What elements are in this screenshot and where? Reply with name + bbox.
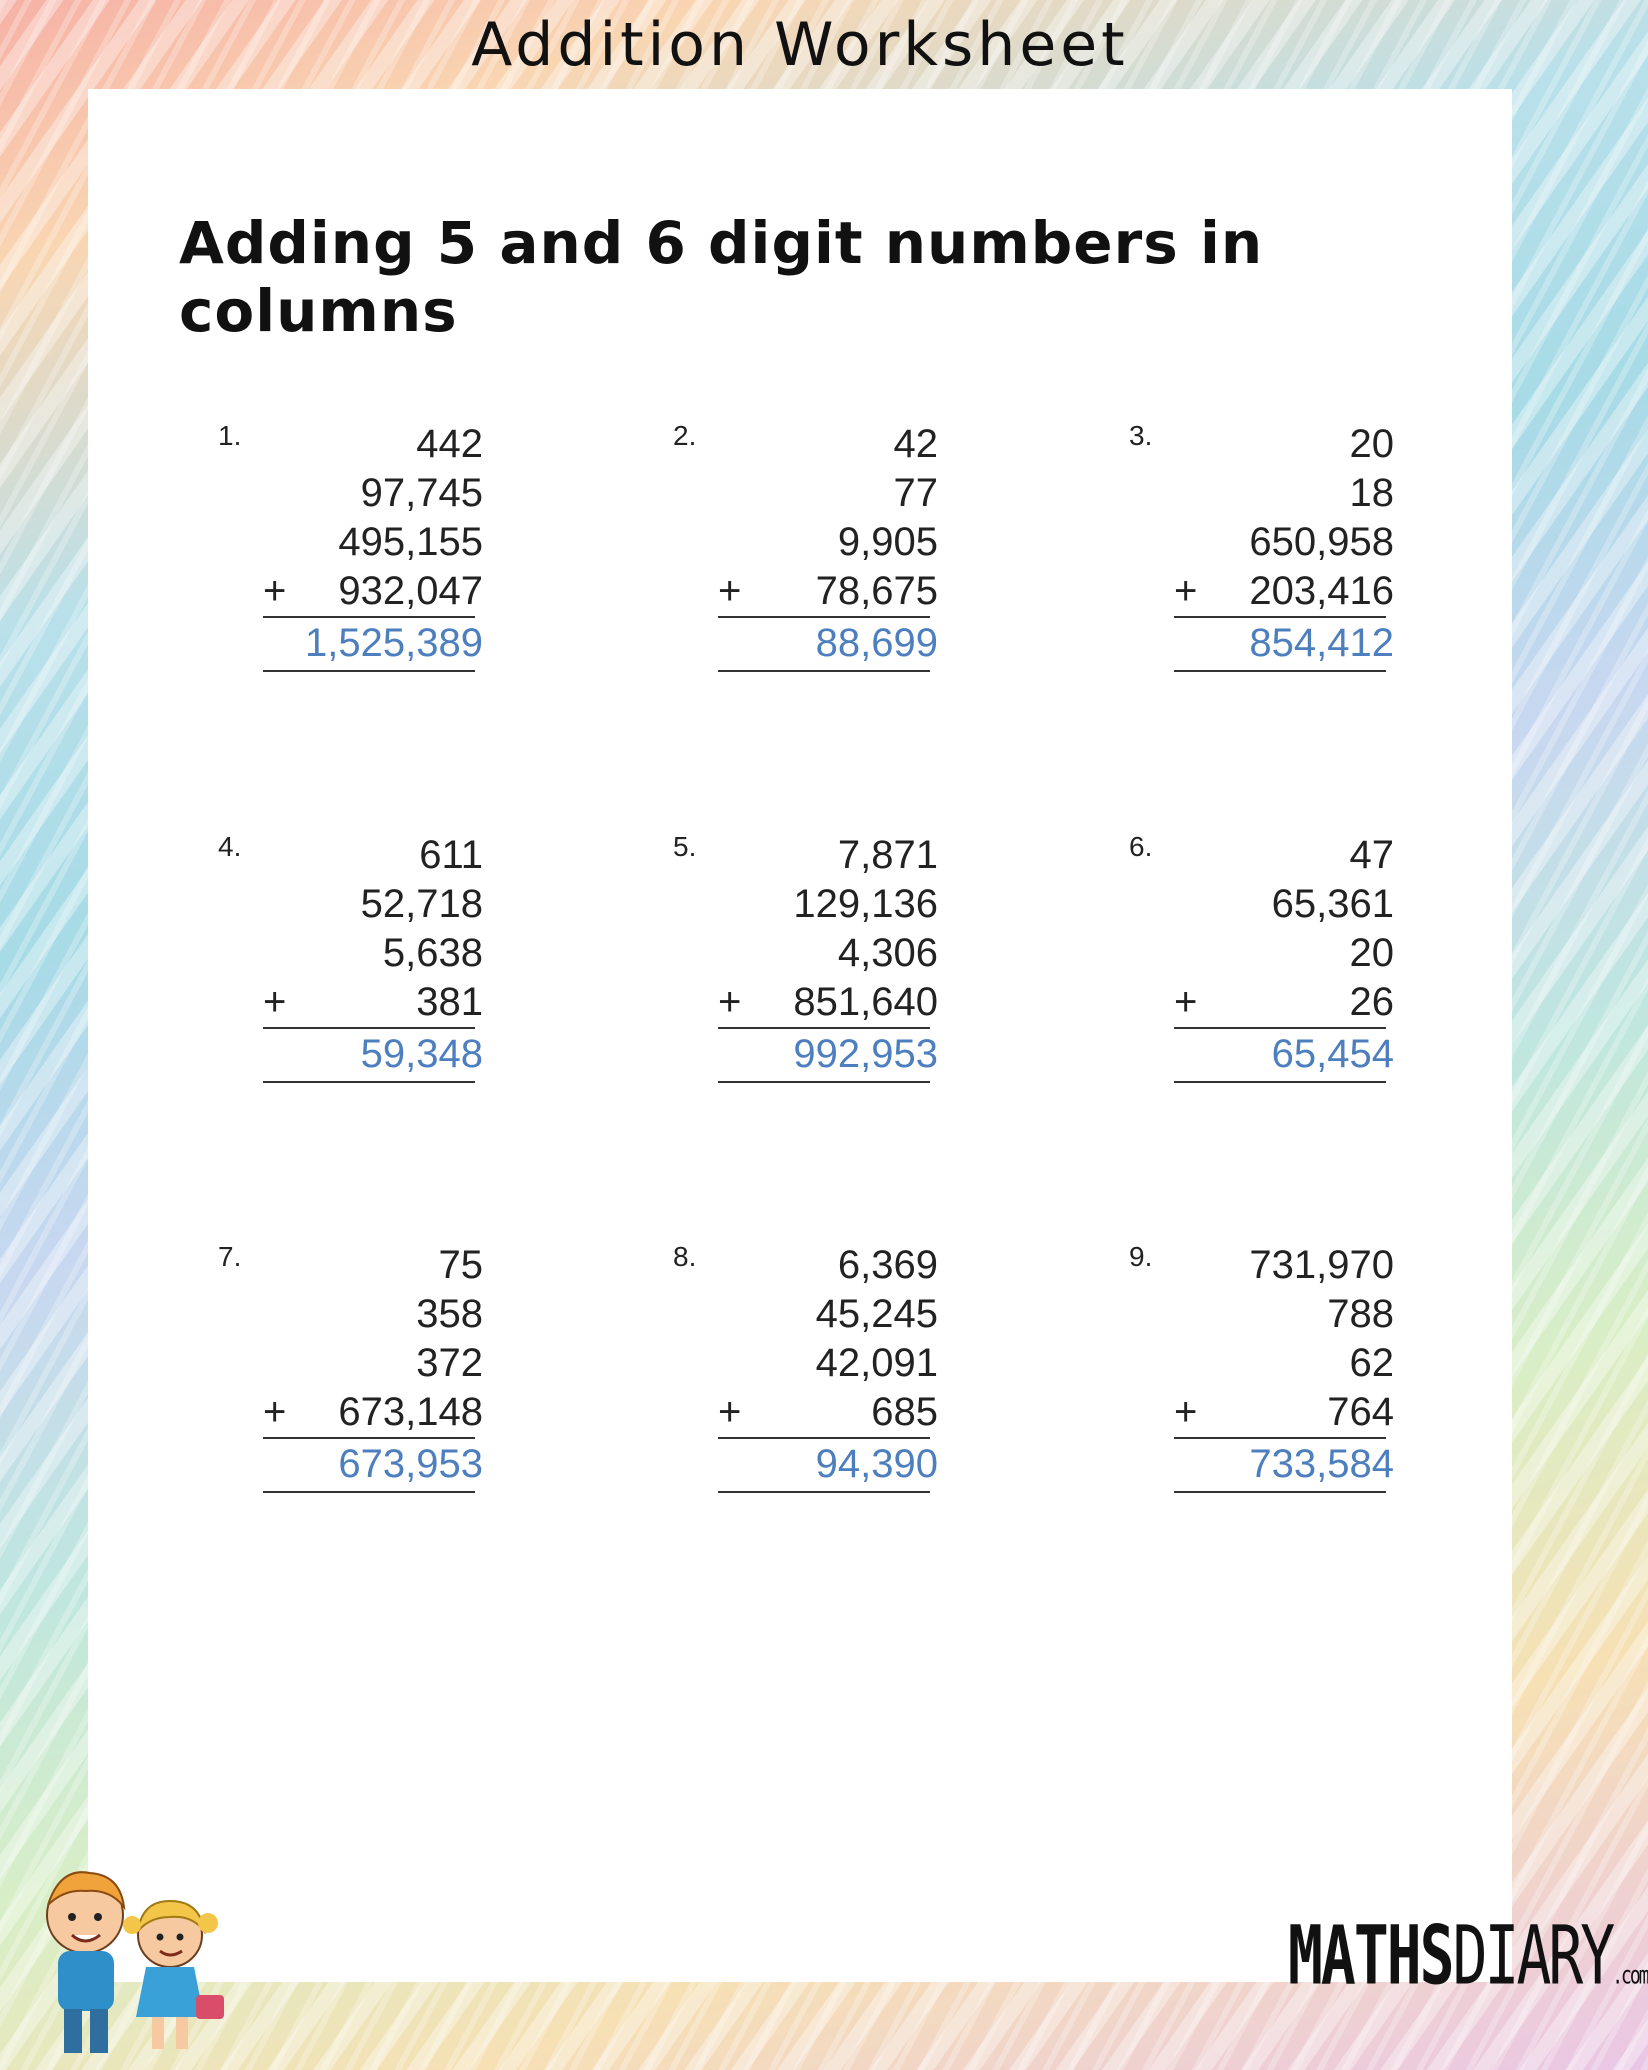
worksheet-subtitle: Adding 5 and 6 digit numbers in columns: [179, 209, 1264, 345]
addend: 442: [416, 422, 483, 466]
addend: 7,871: [837, 833, 938, 877]
plus-sign: +: [263, 1390, 287, 1434]
sum-rule-bottom: [263, 670, 475, 672]
answer: 65,454: [1271, 1032, 1394, 1076]
sum-rule-top: [1174, 1027, 1386, 1029]
problem-number: 7.: [218, 1241, 242, 1272]
problem-9: [1129, 1241, 1449, 1541]
problem-number: 9.: [1129, 1241, 1153, 1272]
addend: 52,718: [360, 882, 483, 926]
plus-sign: +: [263, 569, 287, 613]
plus-sign: +: [1174, 1390, 1198, 1434]
addend: 20: [1349, 422, 1394, 466]
sum-rule-top: [718, 1027, 930, 1029]
problem-2: [673, 420, 993, 720]
addend: 62: [1349, 1341, 1394, 1385]
addend: 851,640: [793, 980, 938, 1024]
sum-rule-bottom: [1174, 670, 1386, 672]
plus-sign: +: [1174, 980, 1198, 1024]
problem-number: 2.: [673, 420, 697, 451]
problem-7: [218, 1241, 538, 1541]
problem-8: [673, 1241, 993, 1541]
problem-number: 1.: [218, 420, 242, 451]
answer: 854,412: [1249, 621, 1394, 665]
answer: 673,953: [338, 1442, 483, 1486]
addend: 5,638: [382, 931, 483, 975]
addend: 932,047: [338, 569, 483, 613]
sum-rule-top: [1174, 1437, 1386, 1439]
worksheet-sheet: [88, 89, 1512, 1982]
sum-rule-bottom: [263, 1491, 475, 1493]
answer: 88,699: [815, 621, 938, 665]
sum-rule-top: [263, 616, 475, 618]
addend: 731,970: [1249, 1243, 1394, 1287]
addend: 42: [893, 422, 938, 466]
addend: 495,155: [338, 520, 483, 564]
plus-sign: +: [263, 980, 287, 1024]
addend: 381: [416, 980, 483, 1024]
sum-rule-top: [718, 1437, 930, 1439]
addend: 6,369: [837, 1243, 938, 1287]
problem-3: [1129, 420, 1449, 720]
addend: 77: [893, 471, 938, 515]
answer: 1,525,389: [305, 621, 483, 665]
mathsdiary-logo: [1288, 1908, 1648, 2003]
addend: 97,745: [360, 471, 483, 515]
sum-rule-top: [263, 1437, 475, 1439]
plus-sign: +: [718, 569, 742, 613]
sum-rule-top: [263, 1027, 475, 1029]
brand-bold: MATHS: [1288, 1908, 1453, 2004]
addend: 18: [1349, 471, 1394, 515]
worksheet-title: Addition Worksheet: [471, 10, 1129, 80]
problem-4: [218, 831, 538, 1131]
sum-rule-bottom: [718, 670, 930, 672]
problem-number: 3.: [1129, 420, 1153, 451]
problem-5: [673, 831, 993, 1131]
sum-rule-bottom: [263, 1081, 475, 1083]
brand-suffix: .com: [1612, 1961, 1648, 1991]
addend: 75: [438, 1243, 483, 1287]
addend: 372: [416, 1341, 483, 1385]
addend: 4,306: [837, 931, 938, 975]
addend: 9,905: [837, 520, 938, 564]
answer: 59,348: [360, 1032, 483, 1076]
addend: 685: [871, 1390, 938, 1434]
addend: 45,245: [815, 1292, 938, 1336]
addend: 764: [1327, 1390, 1394, 1434]
addend: 650,958: [1249, 520, 1394, 564]
addend: 129,136: [793, 882, 938, 926]
addend: 47: [1349, 833, 1394, 877]
problem-number: 8.: [673, 1241, 697, 1272]
problem-number: 4.: [218, 831, 242, 862]
sum-rule-bottom: [718, 1081, 930, 1083]
problem-number: 6.: [1129, 831, 1153, 862]
addend: 20: [1349, 931, 1394, 975]
addend: 358: [416, 1292, 483, 1336]
answer: 733,584: [1249, 1442, 1394, 1486]
plus-sign: +: [718, 1390, 742, 1434]
problem-1: [218, 420, 538, 720]
problem-6: [1129, 831, 1449, 1131]
sum-rule-bottom: [718, 1491, 930, 1493]
sum-rule-bottom: [1174, 1491, 1386, 1493]
answer: 94,390: [815, 1442, 938, 1486]
problem-number: 5.: [673, 831, 697, 862]
answer: 992,953: [793, 1032, 938, 1076]
addend: 673,148: [338, 1390, 483, 1434]
plus-sign: +: [718, 980, 742, 1024]
addend: 78,675: [815, 569, 938, 613]
addend: 611: [419, 833, 483, 877]
addend: 65,361: [1271, 882, 1394, 926]
kids-illustration: [20, 1845, 240, 2065]
addend: 26: [1349, 980, 1394, 1024]
sum-rule-bottom: [1174, 1081, 1386, 1083]
sum-rule-top: [1174, 616, 1386, 618]
plus-sign: +: [1174, 569, 1198, 613]
sum-rule-top: [718, 616, 930, 618]
addend: 42,091: [815, 1341, 938, 1385]
brand-thin: DIARY: [1452, 1908, 1613, 2004]
addend: 788: [1327, 1292, 1394, 1336]
addend: 203,416: [1249, 569, 1394, 613]
